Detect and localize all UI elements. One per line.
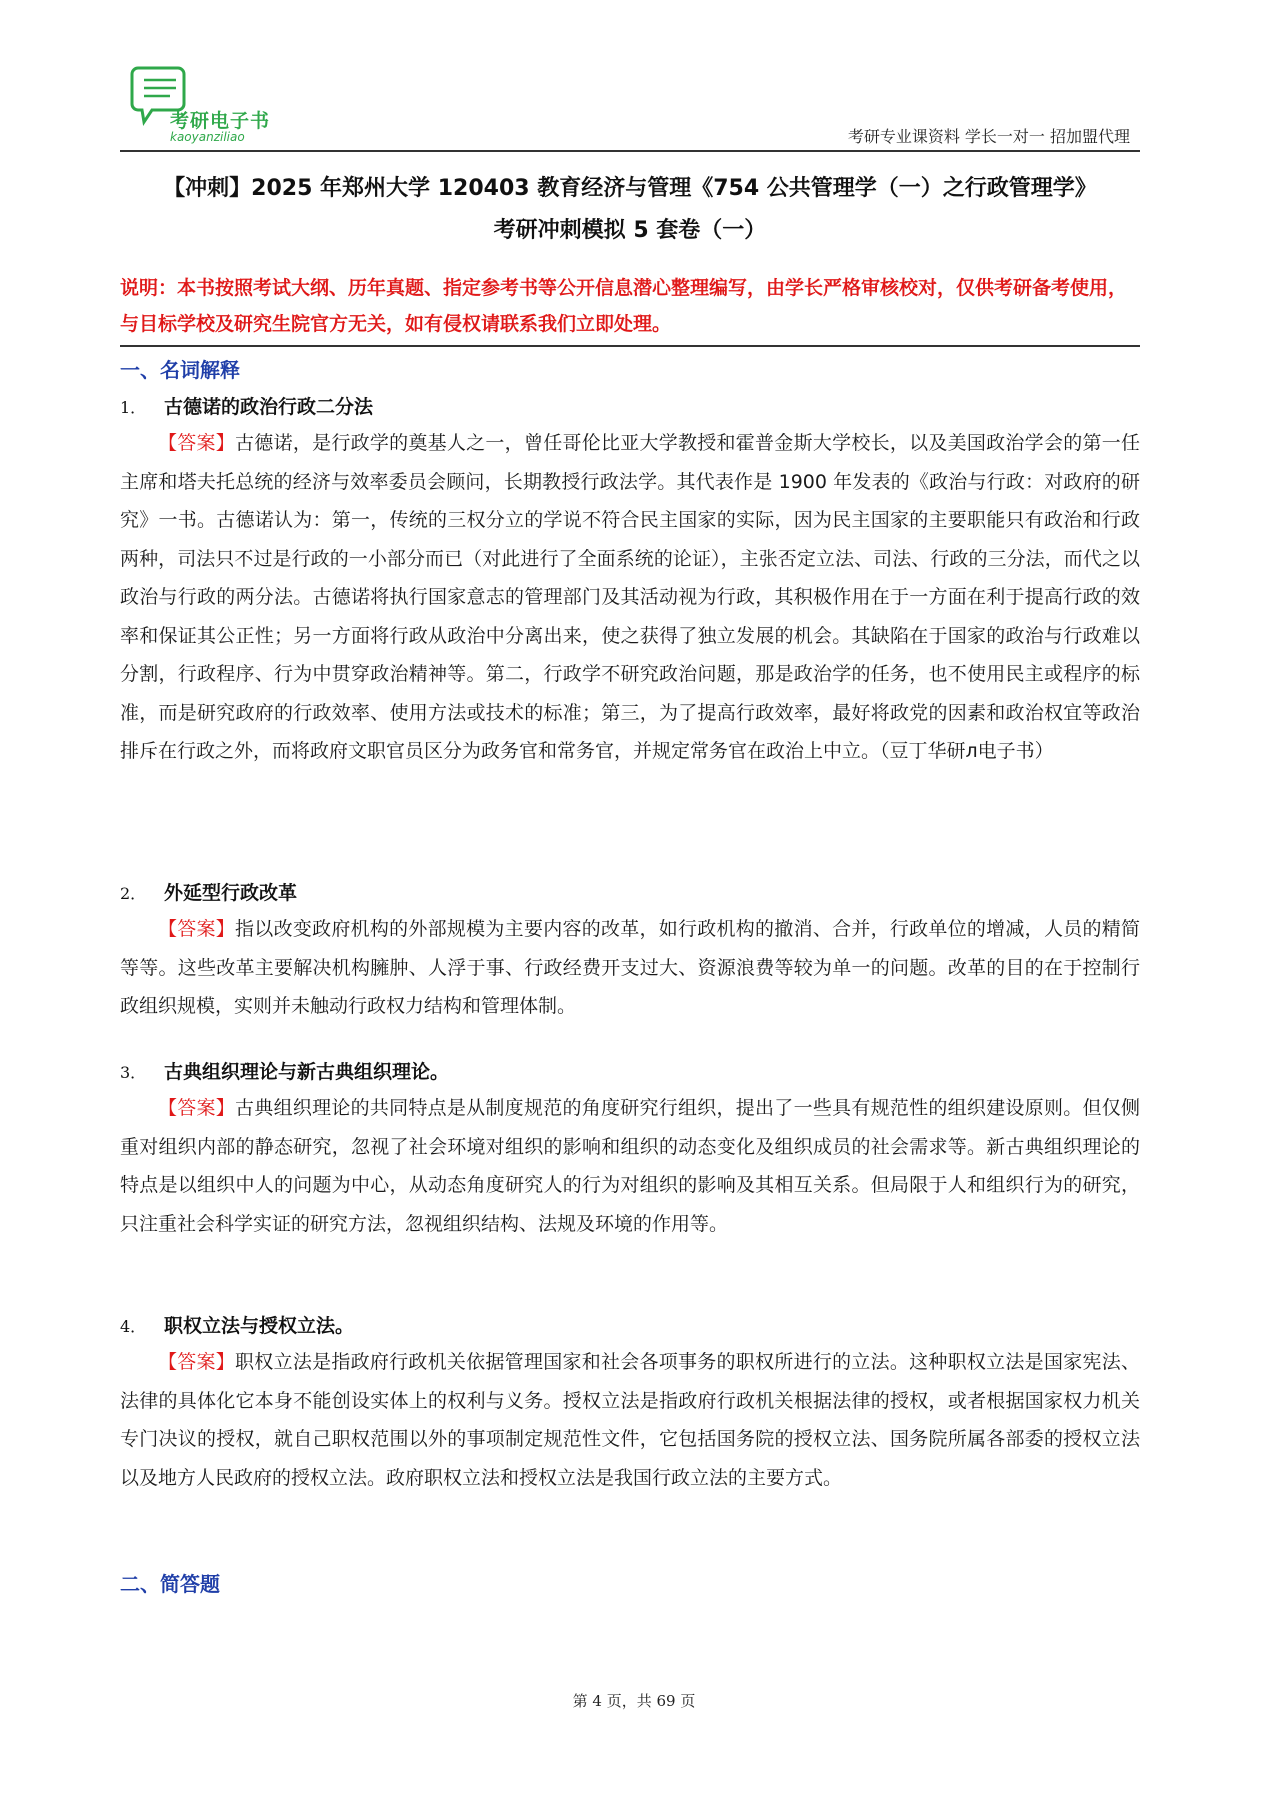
logo-text: 考研电子书 (170, 110, 271, 132)
header-tagline: 考研专业课资料 学长一对一 招加盟代理 (847, 127, 1130, 146)
question-title (120, 1057, 449, 1084)
document-title (120, 168, 1140, 252)
question-text: 职权立法与授权立法。 (164, 1315, 355, 1337)
question-number: 3． (120, 1063, 147, 1082)
question-number: 4． (120, 1317, 147, 1336)
page-footer: 第 4 页，共 69 页 (572, 1692, 696, 1710)
question-title (120, 392, 373, 419)
answer-paragraph (120, 1343, 1140, 1497)
answer-paragraph (120, 910, 1140, 1026)
question-title (120, 1311, 354, 1338)
logo (130, 62, 280, 148)
answer-text: 古德诺，是行政学的奠基人之一，曾任哥伦比亚大学教授和霍普金斯大学校长，以及美国政治学会的第一任主席和塔夫托总统的经济与效率委员会顾问，长期教授行政法学。其代表作是 1900 年发表的《政治与行政：对政府的研究》一书。古德诺认为：第一，传统的三权分立的学说不符合民主国家的实际，因为民主国家的主要职能只有政治和行政两种，司法只不过是行政的一小部分而已（对此进行了全面系统的论证），主张否定立法、司法、行政的三分法，而代之以政治与行政的两分法。古德诺将执行国家意志的管理部门及其活动视为行政，其积极作用在于一方面在利于提高行政的效率和保证其公正性；另一方面将行政从政治中分离出来，使之获得了独立发展的机会。其缺陷在于国家的政治与行政难以分割，行政程序、行为中贯穿政治精神等。第二，行政学不研究政治问题，那是政治学的任务，也不使用民主或程序的标准，而是研究政府的行政效率、使用方法或技术的标准；第三，为了提高行政效率，最好将政党的因素和政治权宜等政治排斥在行政之外，而将政府文职官员区分为政务官和常务官，并规定常务官在政治上中立。（豆丁华研л电子书） (120, 432, 1140, 762)
section-heading-short-answer: 二、简答题 (120, 1572, 220, 1596)
answer-paragraph (120, 424, 1140, 771)
title-line-1: 【冲刺】2025 年郑州大学 120403 教育经济与管理《754 公共管理学（一）之行政管理学》 (163, 176, 1097, 201)
question-text: 外延型行政改革 (164, 882, 298, 904)
answer-label: 【答案】 (158, 432, 236, 454)
question-number: 2． (120, 884, 147, 903)
page-header (120, 58, 1140, 150)
question-number: 1． (120, 398, 147, 417)
notice-divider (120, 345, 1140, 347)
section-heading-terms: 一、名词解释 (120, 358, 240, 382)
disclaimer-notice: 说明：本书按照考试大纲、历年真题、指定参考书等公开信息潜心整理编写，由学长严格审核校对，仅供考研备考使用，与目标学校及研究生院官方无关，如有侵权请联系我们立即处理。 (120, 277, 1128, 335)
logo-subtext: kaoyanziliao (170, 130, 245, 144)
question-title (120, 878, 297, 905)
answer-label: 【答案】 (158, 1351, 236, 1373)
question-text: 古德诺的政治行政二分法 (164, 396, 374, 418)
header-divider (120, 150, 1140, 152)
answer-label: 【答案】 (158, 918, 236, 940)
answer-text: 职权立法是指政府行政机关依据管理国家和社会各项事务的职权所进行的立法。这种职权立法是国家宪法、法律的具体化它本身不能创设实体上的权利与义务。授权立法是指政府行政机关根据法律的授权，或者根据国家权力机关专门决议的授权，就自己职权范围以外的事项制定规范性文件，它包括国务院的授权立法、国务院所属各部委的授权立法以及地方人民政府的授权立法。政府职权立法和授权立法是我国行政立法的主要方式。 (120, 1351, 1140, 1489)
answer-paragraph (120, 1089, 1140, 1243)
title-line-2: 考研冲刺模拟 5 套卷（一） (493, 218, 767, 243)
question-text: 古典组织理论与新古典组织理论。 (164, 1061, 450, 1083)
answer-label: 【答案】 (158, 1097, 236, 1119)
answer-text: 古典组织理论的共同特点是从制度规范的角度研究行组织，提出了一些具有规范性的组织建设原则。但仅侧重对组织内部的静态研究，忽视了社会环境对组织的影响和组织的动态变化及组织成员的社会需求等。新古典组织理论的特点是以组织中人的问题为中心，从动态角度研究人的行为对组织的影响及其相互关系。但局限于人和组织行为的研究，只注重社会科学实证的研究方法，忽视组织结构、法规及环境的作用等。 (120, 1097, 1140, 1235)
answer-text: 指以改变政府机构的外部规模为主要内容的改革，如行政机构的撤消、合并，行政单位的增减，人员的精简等等。这些改革主要解决机构臃肿、人浮于事、行政经费开支过大、资源浪费等较为单一的问题。改革的目的在于控制行政组织规模，实则并未触动行政权力结构和管理体制。 (120, 918, 1140, 1017)
